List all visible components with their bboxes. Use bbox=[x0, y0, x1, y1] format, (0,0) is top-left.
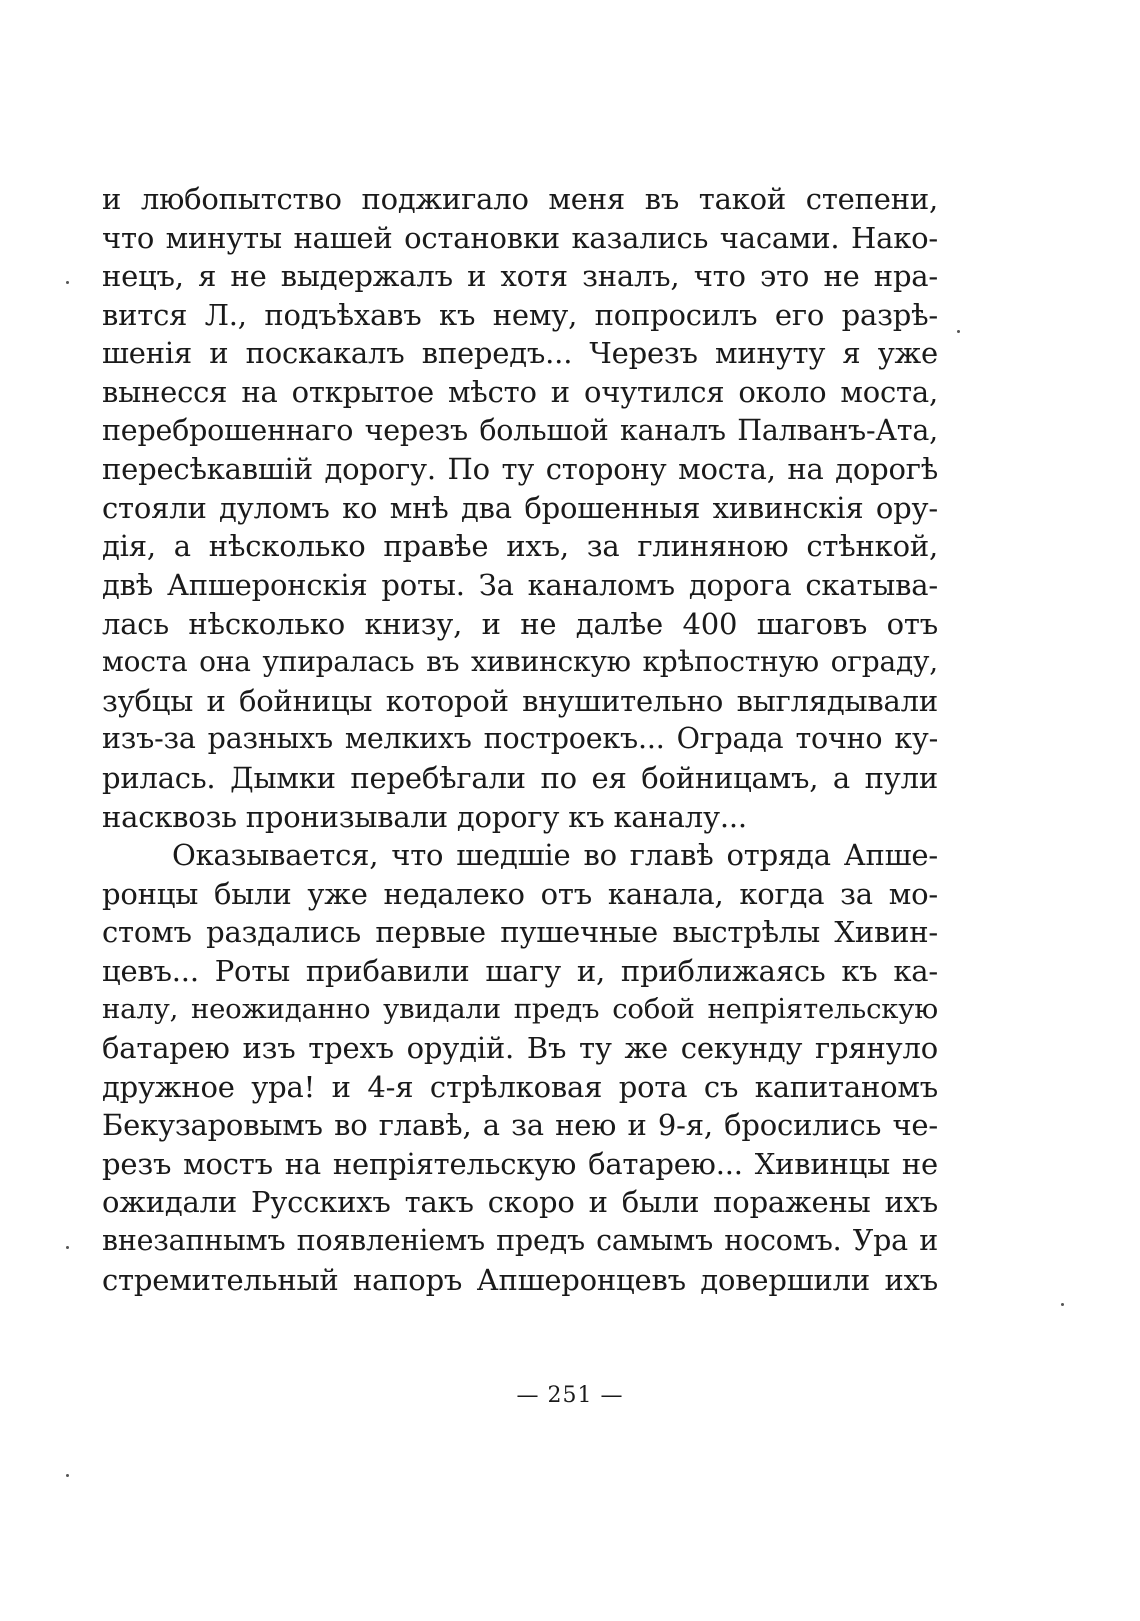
text-line: переброшеннаго черезъ большой каналъ Палванъ-Ата, bbox=[102, 413, 938, 447]
text-line: ожидали Русскихъ такъ скоро и были поражены ихъ bbox=[102, 1185, 938, 1220]
text-line: дружное ура! и 4-я стрѣлковая рота съ капитаномъ bbox=[102, 1069, 938, 1104]
text-line: резъ мостъ на непріятельскую батарею... Хивинцы не bbox=[102, 1146, 938, 1181]
text-line: Бекузаровымъ во главѣ, а за нею и 9-я, бросились че- bbox=[102, 1108, 938, 1143]
text-line: стояли дуломъ ко мнѣ два брошенныя хивинскія ору- bbox=[102, 490, 938, 525]
text-line: батарею изъ трехъ орудій. Въ ту же секунду грянуло bbox=[102, 1031, 938, 1066]
scan-speck bbox=[1061, 1303, 1064, 1306]
scan-speck bbox=[66, 281, 69, 284]
text-line: пересѣкавшій дорогу. По ту сторону моста, на дорогѣ bbox=[102, 452, 938, 487]
page-number: — 251 — bbox=[516, 1383, 624, 1408]
text-line: насквозь пронизывали дорогу къ каналу... bbox=[102, 799, 747, 834]
text-line: что минуты нашей остановки казались часами. Нако- bbox=[102, 220, 938, 255]
scan-speck bbox=[957, 330, 960, 333]
text-line: рилась. Дымки перебѣгали по ея бойницамъ, а пули bbox=[102, 760, 938, 795]
text-line: цевъ... Роты прибавили шагу и, приближаясь къ ка- bbox=[102, 953, 938, 988]
text-line: шенія и поскакалъ впередъ... Черезъ минуту я уже bbox=[102, 336, 938, 371]
text-line: вится Л., подъѣхавъ къ нему, попросилъ его разрѣ- bbox=[102, 297, 938, 332]
text-line: дія, а нѣсколько правѣе ихъ, за глиняною стѣнкой, bbox=[102, 529, 938, 564]
text-line: налу, неожиданно увидали предъ собой непріятельскую bbox=[102, 993, 938, 1026]
text-line: нецъ, я не выдержалъ и хотя зналъ, что это не нра- bbox=[102, 259, 938, 294]
text-line: двѣ Апшеронскія роты. За каналомъ дорога скатыва- bbox=[102, 567, 938, 602]
text-line: и любопытство поджигало меня въ такой степени, bbox=[102, 182, 938, 216]
text-line: лась нѣсколько книзу, и не далѣе 400 шаговъ отъ bbox=[102, 606, 938, 641]
text-line: стремительный напоръ Апшеронцевъ довершили ихъ bbox=[102, 1262, 938, 1297]
text-line: внезапнымъ появленіемъ предъ самымъ носомъ. Ура и bbox=[102, 1224, 938, 1258]
text-line: вынесся на открытое мѣсто и очутился около моста, bbox=[102, 374, 938, 409]
scan-speck bbox=[66, 1246, 69, 1249]
text-line: Оказывается, что шедшіе во главѣ отряда Апше- bbox=[172, 838, 938, 873]
scan-speck bbox=[66, 1474, 69, 1477]
text-line: моста она упиралась въ хивинскую крѣпостную ограду, bbox=[102, 645, 938, 679]
text-line: стомъ раздались первые пушечные выстрѣлы Хивин- bbox=[102, 915, 938, 950]
text-line: изъ-за разныхъ мелкихъ построекъ... Ограда точно ку- bbox=[102, 722, 938, 756]
text-line: ронцы были уже недалеко отъ канала, когда за мо- bbox=[102, 876, 938, 911]
body-text bbox=[102, 180, 938, 1299]
text-line: зубцы и бойницы которой внушительно выглядывали bbox=[102, 683, 938, 718]
